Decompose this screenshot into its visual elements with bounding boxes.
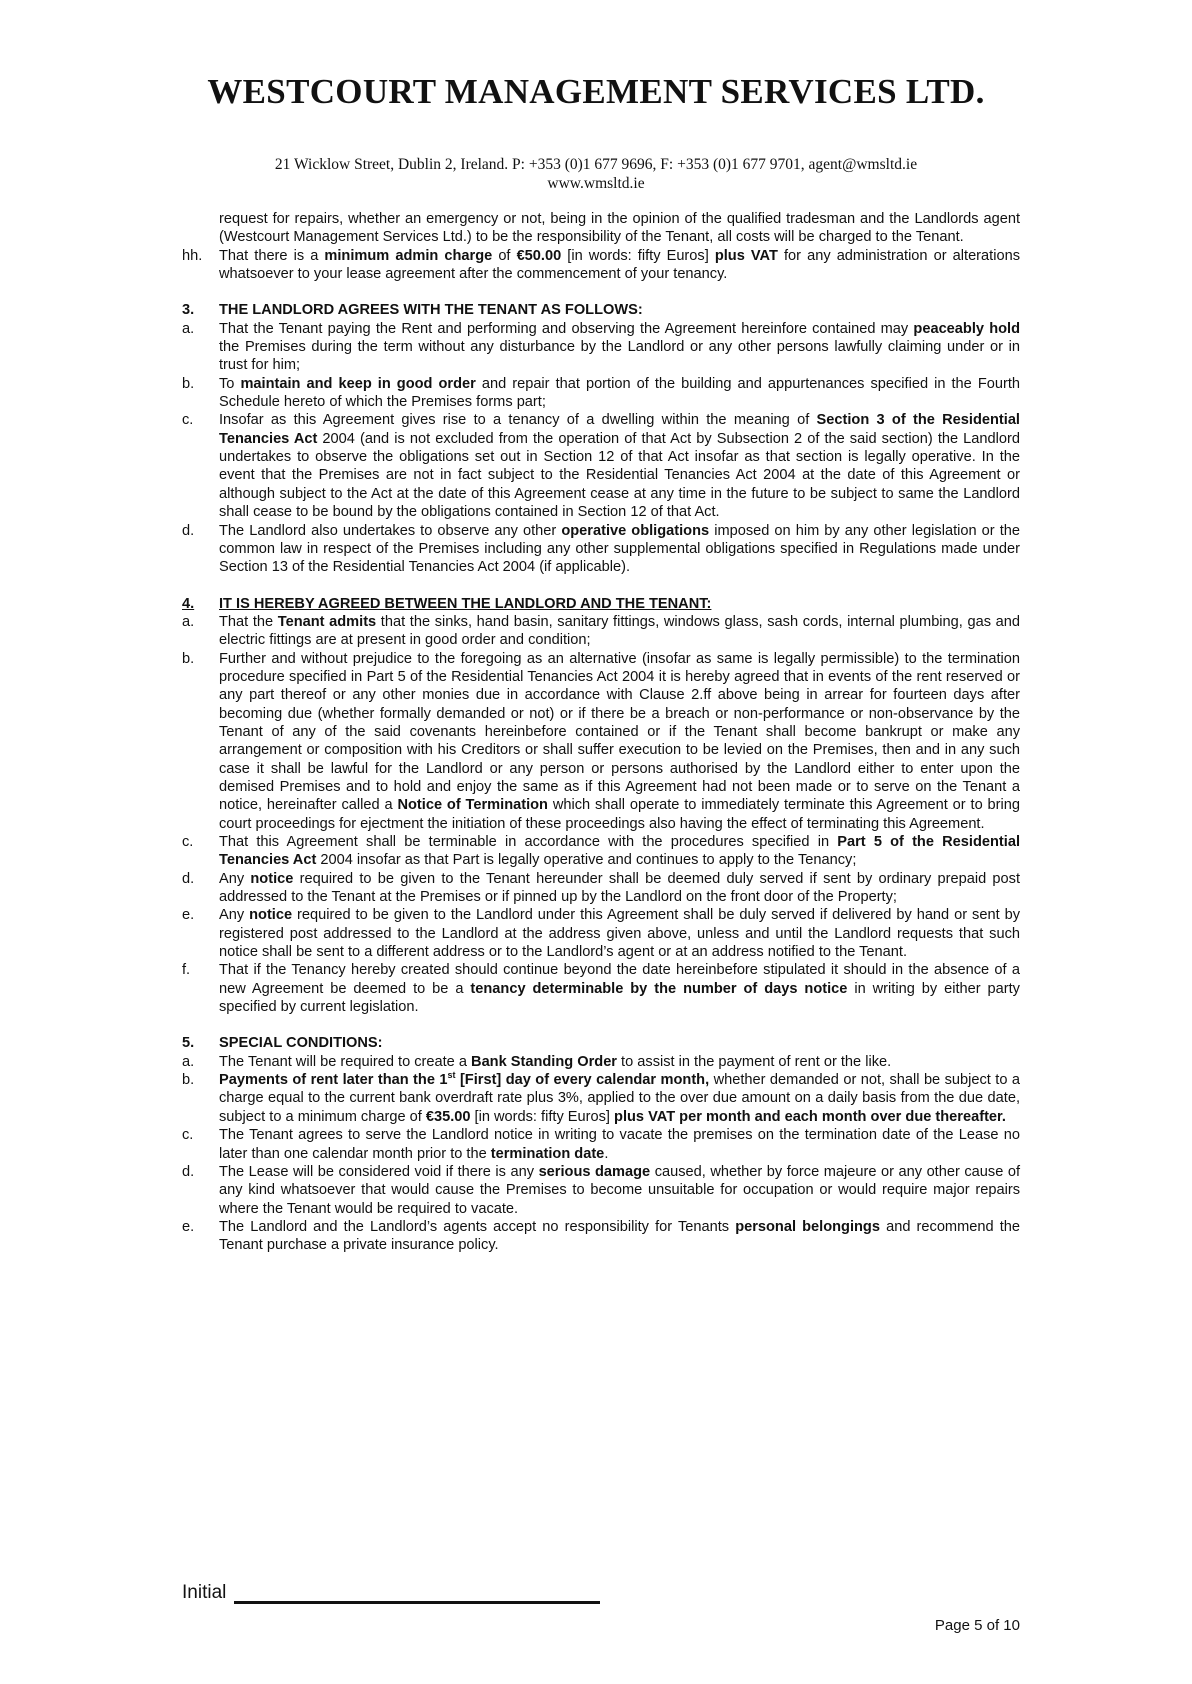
clause-5a: a. The Tenant will be required to create a Bank Standing Order to assist in the payment of rent or the like.	[182, 1053, 892, 1070]
section-5-heading: 5. SPECIAL CONDITIONS:	[182, 1035, 383, 1052]
initial-line	[234, 1581, 600, 1604]
page-number: Page 5 of 10	[934, 1617, 1020, 1634]
clause-4f: f. That if the Tenancy hereby created should continue beyond the date hereinbefore stipulated it should in the absence of a new Agreement be deemed to be a tenancy determinable by the number of days notice in writing by either party specified by current legislation.	[182, 962, 1020, 1016]
section-3-heading: 3. THE LANDLORD AGREES WITH THE TENANT AS FOLLOWS:	[182, 302, 643, 319]
clause-4d: d. Any notice required to be given to the Tenant hereunder shall be deemed duly served if sent by ordinary prepaid post addressed to the Tenant at the Premises or if pinned up by the Landlord on the front door of the Property;	[182, 870, 1021, 906]
clause-3a: a. That the Tenant paying the Rent and performing and observing the Agreement hereinfore contained may peaceably hold the Premises during the term without any disturbance by the Landlord or any other persons lawfully claiming under or in trust for him;	[182, 320, 1021, 374]
initial-signature-field	[182, 1581, 600, 1604]
clause-hh	[182, 247, 1020, 284]
agreement-body	[182, 210, 1020, 1255]
clause-4a: a. That the Tenant admits that the sinks, hand basin, sanitary fittings, windows glass, sash cords, internal plumbing, gas and electric fittings are at present in good order and condition;	[182, 613, 1020, 649]
clause-label: hh.	[182, 247, 203, 264]
clause-3b: b. To maintain and keep in good order and repair that portion of the building and appurtenances specified in the Fourth Schedule hereto of which the Premises forms part;	[182, 375, 1020, 411]
clause-5d: d. The Lease will be considered void if there is any serious damage caused, whether by force majeure or any other cause of any kind whatsoever that would cause the Premises to become unsuitable for occupation or would require major repairs where the Tenant would be required to vacate.	[182, 1163, 1021, 1217]
clause-4b: b. Further and without prejudice to the foregoing as an alternative (insofar as same is legally permissible) to the termination procedure specified in Part 5 of the Residential Tenancies Act 2004 it is hereby agreed that in events of the rent reserved or any part thereof or any other monies due in accordance with Clause 2.ff above being in arrear for fourteen days after becoming due (whether formally demanded or not) or if there be a breach or non-performance or non-observance by the Tenant of any of the said covenants hereinbefore contained or if the Tenant shall become bankrupt or make any arrangement or composition with his Creditors or shall suffer execution to be levied on the Premises, then and in any such case it shall be lawful for the Landlord or any person or persons authorised by the Landlord either to enter upon the demised Premises and to hold and enjoy the same as if this Agreement had not been made or to serve on the Tenant a notice, hereinafter called a Notice of Termination which shall operate to immediately terminate this Agreement or to bring court proceedings for ejectment the initiation of these proceedings also having the effect of terminating this Agreement.	[182, 650, 1020, 832]
clause-5e: e. The Landlord and the Landlord’s agents accept no responsibility for Tenants personal belongings and recommend the Tenant purchase a private insurance policy.	[182, 1218, 1020, 1254]
section-4-heading: 4. IT IS HEREBY AGREED BETWEEN THE LANDLORD AND THE TENANT:	[182, 595, 712, 612]
initial-label: Initial	[182, 1582, 227, 1603]
clause-5c: c. The Tenant agrees to serve the Landlord notice in writing to vacate the premises on the termination date of the Lease no later than one calendar month prior to the termination date.	[182, 1127, 1020, 1162]
clause-4e: e. Any notice required to be given to the Landlord under this Agreement shall be duly served if delivered by hand or sent by registered post addressed to the Landlord at the address given above, unless and until the Landlord requests that such notice shall be sent to a different address or to the Landlord’s agent or at an address notified to the Tenant.	[182, 907, 1020, 961]
clause-4c: c. That this Agreement shall be terminable in accordance with the procedures specified in Part 5 of the Residential Tenancies Act 2004 insofar as that Part is legally operative and continues to apply to the Tenancy;	[182, 834, 1020, 869]
clause-text: request for repairs, whether an emergency or not, being in the opinion of the qualified tradesman and the Landlords agent (Westcourt Management Services Ltd.) to be the responsibility of the Tenant, all costs will be charged to the Tenant.	[219, 211, 1020, 246]
letterhead-contact	[0, 155, 1192, 193]
continued-clause	[182, 210, 1020, 247]
clause-text: That there is a minimum admin charge of €50.00 [in words: fifty Euros] plus VAT for any administration or alterations whatsoever to your lease agreement after the commencement of your tenancy.	[219, 247, 1020, 283]
clause-3c: c. Insofar as this Agreement gives rise to a tenancy of a dwelling within the meaning of Section 3 of the Residential Tenancies Act 2004 (and is not excluded from the operation of that Act by Subsection 2 of the said section) the Landlord undertakes to observe the obligations set out in Section 12 of that Act insofar as that section is legally operative. In the event that the Premises are not in fact subject to the Residential Tenancies Act 2004 at the date of this Agreement or although subject to the Act at the date of this Agreement cease at any time in the future to be subject to same the Landlord shall cease to be bound by the obligations contained in Section 12 of that Act.	[182, 412, 1020, 521]
address-line: 21 Wicklow Street, Dublin 2, Ireland. P: +353 (0)1 677 9696, F: +353 (0)1 677 9701, agent@wmsltd.ie	[274, 156, 918, 173]
clause-3d: d. The Landlord also undertakes to observe any other operative obligations imposed on him by any other legislation or the common law in respect of the Premises including any other supplemental obligations specified in Regulations made under Section 13 of the Residential Tenancies Act 2004 (if applicable).	[182, 522, 1021, 576]
company-name: WESTCOURT MANAGEMENT SERVICES LTD.	[207, 72, 985, 111]
clause-5b: b. Payments of rent later than the 1st [First] day of every calendar month, whether demanded or not, shall be subject to a charge equal to the current bank overdraft rate plus 3%, applied to the over due amount on a daily basis from the due date, subject to a minimum charge of €35.00 [in words: fifty Euros] plus VAT per month and each month over due thereafter.	[182, 1070, 1020, 1125]
website-line: www.wmsltd.ie	[547, 175, 645, 192]
